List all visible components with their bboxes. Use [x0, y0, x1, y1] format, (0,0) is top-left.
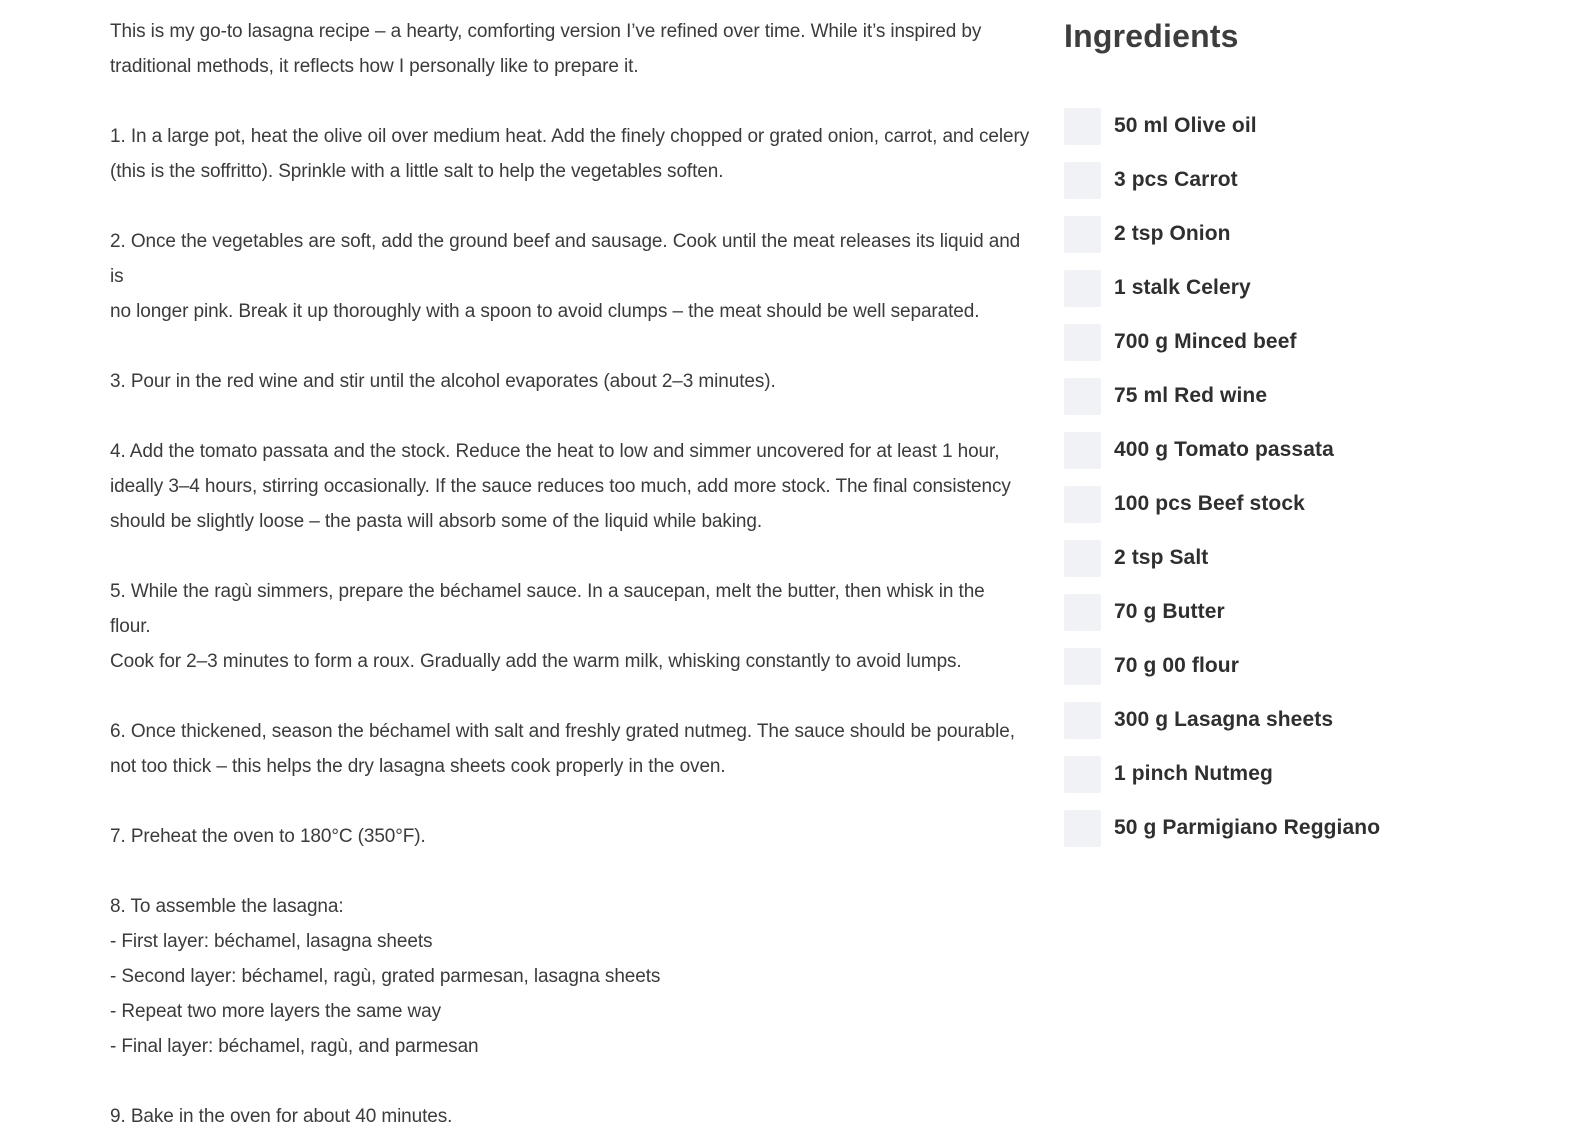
- ingredient-checkbox[interactable]: [1064, 270, 1101, 307]
- step-5: [110, 574, 1030, 679]
- ingredient-item[interactable]: [1064, 485, 1564, 523]
- ingredient-item[interactable]: [1064, 539, 1564, 577]
- step-2: [110, 224, 1030, 329]
- text-line: should be slightly loose – the pasta will absorb some of the liquid while baking.: [110, 511, 763, 532]
- ingredient-checkbox[interactable]: [1064, 756, 1101, 793]
- ingredient-item[interactable]: [1064, 809, 1564, 847]
- text-line: 5. While the ragù simmers, prepare the béchamel sauce. In a saucepan, melt the butter, then whisk in the flour.: [110, 581, 985, 637]
- text-line: traditional methods, it reflects how I personally like to prepare it.: [110, 56, 639, 77]
- ingredients-list: [1064, 107, 1564, 847]
- ingredients-title: Ingredients: [1064, 18, 1239, 54]
- ingredient-label: 100 pcs Beef stock: [1114, 492, 1305, 515]
- ingredient-checkbox[interactable]: [1064, 378, 1101, 415]
- ingredient-item[interactable]: [1064, 593, 1564, 631]
- ingredient-checkbox[interactable]: [1064, 648, 1101, 685]
- ingredient-checkbox[interactable]: [1064, 540, 1101, 577]
- text-line: not too thick – this helps the dry lasagna sheets cook properly in the oven.: [110, 756, 726, 777]
- ingredient-label: 50 ml Olive oil: [1114, 114, 1257, 137]
- ingredient-label: 1 pinch Nutmeg: [1114, 762, 1273, 785]
- text-line: 7. Preheat the oven to 180°C (350°F).: [110, 826, 426, 847]
- step-4: [110, 434, 1030, 539]
- step-6: [110, 714, 1030, 784]
- layer-line: - Final layer: béchamel, ragù, and parmesan: [110, 1036, 479, 1057]
- step-9: [110, 1099, 1030, 1134]
- ingredient-label: 400 g Tomato passata: [1114, 438, 1334, 461]
- layer-line: - First layer: béchamel, lasagna sheets: [110, 931, 433, 952]
- layer-line: - Second layer: béchamel, ragù, grated parmesan, lasagna sheets: [110, 966, 661, 987]
- text-line: Cook for 2–3 minutes to form a roux. Gradually add the warm milk, whisking constantly to avoid lumps.: [110, 651, 962, 672]
- text-line: no longer pink. Break it up thoroughly with a spoon to avoid clumps – the meat should be well separated.: [110, 301, 980, 322]
- step-1: [110, 119, 1030, 189]
- step-7: [110, 819, 1030, 854]
- ingredient-label: 3 pcs Carrot: [1114, 168, 1238, 191]
- ingredient-label: 70 g 00 flour: [1114, 654, 1240, 677]
- text-line: ideally 3–4 hours, stirring occasionally. If the sauce reduces too much, add more stock. The final consistency: [110, 476, 1011, 497]
- text-line: 4. Add the tomato passata and the stock. Reduce the heat to low and simmer uncovered for at least 1 hour,: [110, 441, 1000, 462]
- step-8: [110, 889, 1030, 1064]
- layer-line: - Repeat two more layers the same way: [110, 1001, 442, 1022]
- ingredient-item[interactable]: [1064, 161, 1564, 199]
- text-line: 6. Once thickened, season the béchamel with salt and freshly grated nutmeg. The sauce should be pourable,: [110, 721, 1015, 742]
- ingredient-label: 70 g Butter: [1114, 600, 1225, 623]
- ingredient-checkbox[interactable]: [1064, 216, 1101, 253]
- ingredient-item[interactable]: [1064, 647, 1564, 685]
- text-line: 3. Pour in the red wine and stir until the alcohol evaporates (about 2–3 minutes).: [110, 371, 776, 392]
- step-3: [110, 364, 1030, 399]
- ingredient-item[interactable]: [1064, 269, 1564, 307]
- text-line: 8. To assemble the lasagna:: [110, 896, 344, 917]
- text-line: This is my go-to lasagna recipe – a hearty, comforting version I’ve refined over time. While it’s inspired by: [110, 21, 982, 42]
- ingredient-label: 50 g Parmigiano Reggiano: [1114, 816, 1381, 839]
- ingredients-panel: [1064, 12, 1564, 863]
- ingredient-checkbox[interactable]: [1064, 486, 1101, 523]
- ingredient-item[interactable]: [1064, 215, 1564, 253]
- ingredient-checkbox[interactable]: [1064, 162, 1101, 199]
- ingredient-item[interactable]: [1064, 377, 1564, 415]
- intro-paragraph: [110, 14, 1030, 84]
- ingredient-checkbox[interactable]: [1064, 108, 1101, 145]
- ingredient-checkbox[interactable]: [1064, 432, 1101, 469]
- ingredient-checkbox[interactable]: [1064, 702, 1101, 739]
- ingredient-item[interactable]: [1064, 323, 1564, 361]
- ingredient-label: 300 g Lasagna sheets: [1114, 708, 1334, 731]
- ingredient-label: 700 g Minced beef: [1114, 330, 1297, 353]
- ingredient-checkbox[interactable]: [1064, 810, 1101, 847]
- ingredient-item[interactable]: [1064, 431, 1564, 469]
- ingredient-checkbox[interactable]: [1064, 324, 1101, 361]
- ingredient-label: 1 stalk Celery: [1114, 276, 1251, 299]
- ingredient-item[interactable]: [1064, 755, 1564, 793]
- ingredient-label: 2 tsp Salt: [1114, 546, 1209, 569]
- ingredient-item[interactable]: [1064, 701, 1564, 739]
- text-line: (this is the soffritto). Sprinkle with a little salt to help the vegetables soften.: [110, 161, 724, 182]
- text-line: 2. Once the vegetables are soft, add the ground beef and sausage. Cook until the meat releases its liquid and is: [110, 231, 1021, 287]
- ingredient-label: 2 tsp Onion: [1114, 222, 1231, 245]
- text-line: 1. In a large pot, heat the olive oil over medium heat. Add the finely chopped or grated onion, carrot, and celery: [110, 126, 1030, 147]
- ingredient-label: 75 ml Red wine: [1114, 384, 1268, 407]
- recipe-instructions: [110, 14, 1030, 1134]
- text-line: 9. Bake in the oven for about 40 minutes.: [110, 1106, 453, 1127]
- ingredient-checkbox[interactable]: [1064, 594, 1101, 631]
- ingredient-item[interactable]: [1064, 107, 1564, 145]
